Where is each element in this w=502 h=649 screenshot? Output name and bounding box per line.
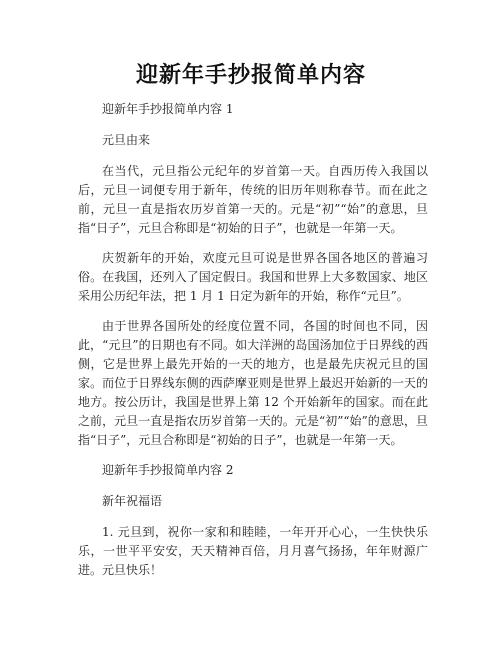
- page-title: 迎新年手抄报简单内容: [135, 63, 366, 88]
- paragraph-origin-2: 庆贺新年的开始，欢度元旦可说是世界各国各地区的普遍习俗。在我国，还列入了国定假日。我国和世界上大多数国家、地区采用公历纪年法，把 1 月 1 日定为新年的开始，称作“元旦”。: [78, 251, 428, 303]
- document-body: [78, 100, 428, 591]
- paragraph-wish-1: 1. 元旦到，祝你一家和和睦睦，一年开开心心，一生快快乐乐，一世平平安安，天天精神百倍，月月喜气扬扬，年年财源广进。元旦快乐！: [78, 525, 428, 577]
- section-heading-1: 迎新年手抄报简单内容 1: [102, 102, 234, 116]
- paragraph-origin-3: 由于世界各国所处的经度位置不同，各国的时间也不同，因此，“元旦”的日期也有不同。如大洋洲的岛国汤加位于日界线的西侧，它是世界上最先开始的一天的地方，也是最先庆祝元旦的国家。而位于日界线东侧的西萨摩亚则是世界上最迟开始新的一天的地方。按公历计，我国是世界上第 12 个开始新年的国家。而在此之前，元旦一直是指农历岁首第一天的。元是“初”“始”的意思，旦指“日子”，元旦合称即是“初始的日子”，也就是一年第一天。: [78, 319, 428, 447]
- paragraph-origin-1: 在当代，元旦指公元纪年的岁首第一天。自西历传入我国以后，元旦一词便专用于新年，传统的旧历年则称春节。而在此之前，元旦一直是指农历岁首第一天的。元是“初”“始”的意思，旦指“日子”，元旦合称即是“初始的日子”，也就是一年第一天。: [78, 164, 428, 235]
- subheading-origin: 元旦由来: [102, 133, 151, 147]
- section-heading-2: 迎新年手抄报简单内容 2: [102, 463, 234, 477]
- subheading-wishes: 新年祝福语: [102, 494, 163, 508]
